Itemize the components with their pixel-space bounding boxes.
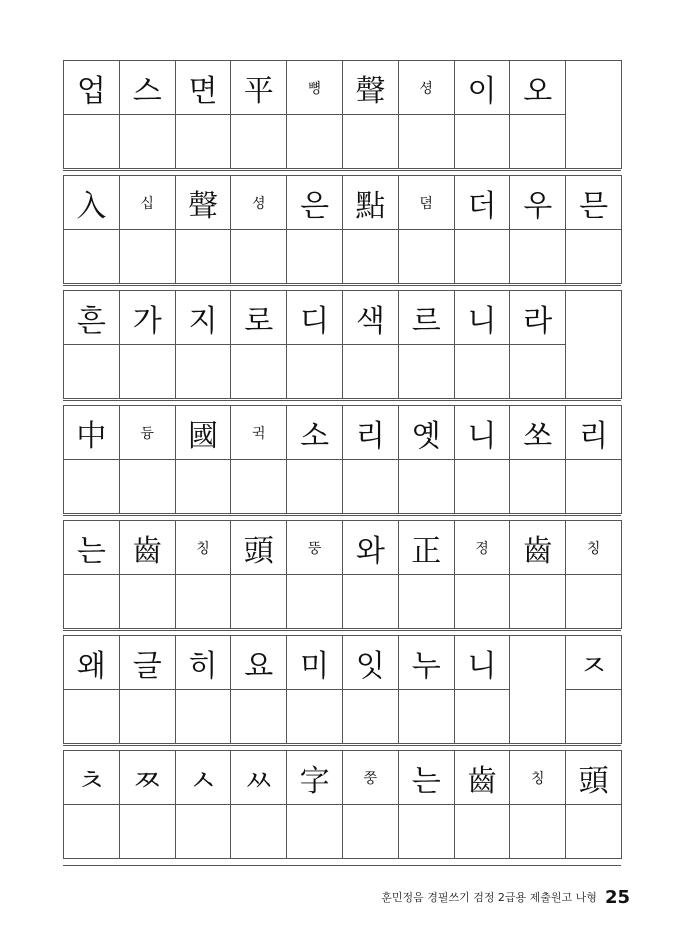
sample-cell bbox=[175, 175, 232, 230]
practice-cell[interactable] bbox=[454, 689, 511, 744]
sample-cell bbox=[286, 635, 343, 690]
sample-character: ㅆ bbox=[244, 763, 274, 799]
sample-character: 미 bbox=[300, 648, 330, 684]
sample-cell bbox=[286, 290, 343, 345]
sample-character: 칭 bbox=[586, 540, 601, 557]
sample-cell bbox=[342, 635, 399, 690]
sample-cell bbox=[230, 405, 287, 460]
sample-cell bbox=[175, 635, 232, 690]
practice-cell[interactable] bbox=[119, 344, 176, 399]
sample-cell bbox=[175, 290, 232, 345]
sample-cell bbox=[342, 290, 399, 345]
sample-cell bbox=[286, 520, 343, 575]
practice-cell[interactable] bbox=[398, 229, 455, 284]
sample-character: 와 bbox=[355, 533, 385, 569]
sample-character: 요 bbox=[244, 648, 274, 684]
practice-cell[interactable] bbox=[398, 574, 455, 629]
sample-character: 히 bbox=[188, 648, 218, 684]
sample-character: 우 bbox=[523, 188, 553, 224]
sample-cell bbox=[565, 60, 622, 115]
sample-cell bbox=[509, 60, 566, 115]
sample-character: 오 bbox=[523, 73, 553, 109]
practice-cell[interactable] bbox=[63, 804, 120, 859]
sample-cell bbox=[286, 60, 343, 115]
sample-cell bbox=[286, 405, 343, 460]
grid-block bbox=[63, 635, 621, 743]
practice-cell[interactable] bbox=[342, 574, 399, 629]
sample-cell bbox=[230, 520, 287, 575]
sample-character: 니 bbox=[467, 303, 497, 339]
practice-cell[interactable] bbox=[509, 689, 566, 744]
sample-cell bbox=[63, 405, 120, 460]
sample-character: 頭 bbox=[578, 763, 609, 799]
sample-cell bbox=[342, 405, 399, 460]
footer-title: 훈민정음 경필쓰기 검정 2급용 제출원고 나형 bbox=[381, 891, 597, 904]
sample-cell bbox=[398, 60, 455, 115]
sample-cell bbox=[565, 290, 622, 345]
sample-character: ㅊ bbox=[76, 763, 106, 799]
sample-cell bbox=[454, 520, 511, 575]
practice-cell[interactable] bbox=[119, 574, 176, 629]
sample-character: 디 bbox=[300, 303, 330, 339]
sample-cell bbox=[63, 60, 120, 115]
practice-cell[interactable] bbox=[342, 229, 399, 284]
sample-character: 點 bbox=[355, 188, 386, 224]
practice-cell[interactable] bbox=[286, 229, 343, 284]
sample-character: 聲 bbox=[187, 188, 218, 224]
sample-character: 正 bbox=[411, 533, 442, 569]
sample-cell bbox=[119, 175, 176, 230]
sample-cell bbox=[398, 175, 455, 230]
sample-cell bbox=[565, 405, 622, 460]
sample-character: 색 bbox=[355, 303, 385, 339]
sample-cell bbox=[119, 405, 176, 460]
sample-cell bbox=[565, 175, 622, 230]
sample-cell bbox=[119, 520, 176, 575]
sample-character: 듕 bbox=[140, 425, 154, 442]
sample-character: 齒 bbox=[522, 533, 553, 569]
sample-character: 셩 bbox=[419, 80, 433, 97]
practice-cell[interactable] bbox=[509, 344, 566, 399]
sample-character: ㅅ bbox=[188, 763, 218, 799]
practice-cell[interactable] bbox=[175, 459, 232, 514]
practice-cell[interactable] bbox=[454, 114, 511, 169]
practice-cell[interactable] bbox=[565, 689, 622, 744]
sample-cell bbox=[509, 175, 566, 230]
bottom-border bbox=[63, 865, 621, 866]
practice-cell[interactable] bbox=[230, 574, 287, 629]
sample-character: 平 bbox=[243, 73, 274, 109]
sample-cell bbox=[342, 520, 399, 575]
practice-cell[interactable] bbox=[454, 574, 511, 629]
sample-cell bbox=[119, 635, 176, 690]
sample-character: 入 bbox=[76, 188, 107, 224]
block-separator bbox=[63, 630, 621, 631]
sample-character: 왜 bbox=[76, 648, 106, 684]
practice-cell[interactable] bbox=[175, 229, 232, 284]
sample-cell bbox=[398, 290, 455, 345]
sample-character: 흔 bbox=[76, 303, 106, 339]
sample-cell bbox=[175, 60, 232, 115]
practice-cell[interactable] bbox=[342, 344, 399, 399]
practice-cell[interactable] bbox=[565, 344, 622, 399]
sample-character: 國 bbox=[187, 418, 218, 454]
practice-cell[interactable] bbox=[398, 114, 455, 169]
practice-cell[interactable] bbox=[342, 689, 399, 744]
sample-cell bbox=[509, 750, 566, 805]
practice-cell[interactable] bbox=[286, 459, 343, 514]
sample-character: ㅉ bbox=[132, 763, 162, 799]
practice-cell[interactable] bbox=[454, 229, 511, 284]
block-separator bbox=[63, 170, 621, 171]
practice-cell[interactable] bbox=[286, 689, 343, 744]
sample-character: 잇 bbox=[355, 648, 385, 684]
grid-block bbox=[63, 175, 621, 283]
sample-cell bbox=[565, 520, 622, 575]
sample-character: 르 bbox=[411, 303, 441, 339]
practice-cell[interactable] bbox=[175, 689, 232, 744]
sample-cell bbox=[398, 750, 455, 805]
sample-character: 십 bbox=[140, 195, 154, 212]
sample-cell bbox=[454, 290, 511, 345]
page-number: 25 bbox=[604, 886, 630, 908]
sample-character: 가 bbox=[132, 303, 162, 339]
sample-character: 스 bbox=[132, 73, 162, 109]
sample-character: 齒 bbox=[132, 533, 163, 569]
practice-cell[interactable] bbox=[454, 344, 511, 399]
sample-cell bbox=[565, 635, 622, 690]
practice-cell[interactable] bbox=[342, 114, 399, 169]
practice-cell[interactable] bbox=[63, 114, 120, 169]
grid-block bbox=[63, 60, 621, 168]
practice-cell[interactable] bbox=[565, 459, 622, 514]
sample-cell bbox=[509, 290, 566, 345]
sample-cell bbox=[342, 60, 399, 115]
practice-cell[interactable] bbox=[509, 804, 566, 859]
practice-cell[interactable] bbox=[230, 114, 287, 169]
sample-character: 뼝 bbox=[307, 80, 322, 97]
sample-cell bbox=[454, 175, 511, 230]
sample-character: 로 bbox=[244, 303, 274, 339]
sample-cell bbox=[230, 750, 287, 805]
practice-cell[interactable] bbox=[565, 229, 622, 284]
practice-cell[interactable] bbox=[398, 344, 455, 399]
sample-cell bbox=[175, 750, 232, 805]
sample-character: 옛 bbox=[411, 418, 441, 454]
sample-cell bbox=[342, 175, 399, 230]
sample-cell bbox=[342, 750, 399, 805]
sample-character: 셩 bbox=[252, 195, 266, 212]
sample-cell bbox=[509, 520, 566, 575]
sample-cell bbox=[398, 635, 455, 690]
sample-cell bbox=[398, 520, 455, 575]
practice-cell[interactable] bbox=[286, 344, 343, 399]
sample-cell bbox=[119, 290, 176, 345]
practice-cell[interactable] bbox=[398, 804, 455, 859]
grid-block bbox=[63, 520, 621, 628]
block-separator bbox=[63, 400, 621, 401]
practice-cell[interactable] bbox=[454, 804, 511, 859]
sample-character: ㅈ bbox=[579, 648, 609, 684]
sample-character: 니 bbox=[467, 648, 497, 684]
sample-character: 리 bbox=[355, 418, 385, 454]
sample-character: 누 bbox=[411, 648, 441, 684]
sample-cell bbox=[454, 635, 511, 690]
practice-cell[interactable] bbox=[175, 344, 232, 399]
grid-block bbox=[63, 290, 621, 398]
sample-cell bbox=[63, 175, 120, 230]
sample-cell bbox=[398, 405, 455, 460]
practice-cell[interactable] bbox=[342, 804, 399, 859]
sample-character: 中 bbox=[76, 418, 107, 454]
practice-cell[interactable] bbox=[509, 229, 566, 284]
writing-grid bbox=[63, 60, 621, 864]
sample-cell bbox=[454, 750, 511, 805]
sample-cell bbox=[509, 405, 566, 460]
block-separator bbox=[63, 515, 621, 516]
practice-cell[interactable] bbox=[342, 459, 399, 514]
practice-cell[interactable] bbox=[119, 114, 176, 169]
sample-character: 齒 bbox=[466, 763, 497, 799]
sample-cell bbox=[230, 175, 287, 230]
sample-character: 쏘 bbox=[523, 418, 553, 454]
sample-cell bbox=[119, 60, 176, 115]
sample-character: 이 bbox=[467, 73, 497, 109]
practice-cell[interactable] bbox=[509, 574, 566, 629]
grid-block bbox=[63, 405, 621, 513]
sample-character: 뎜 bbox=[419, 195, 433, 212]
sample-character: 귁 bbox=[252, 425, 266, 442]
practice-cell[interactable] bbox=[119, 459, 176, 514]
practice-cell[interactable] bbox=[119, 229, 176, 284]
sample-cell bbox=[63, 520, 120, 575]
sample-cell bbox=[286, 750, 343, 805]
sample-character: 면 bbox=[188, 73, 218, 109]
sample-character: 라 bbox=[523, 303, 553, 339]
block-separator bbox=[63, 745, 621, 746]
practice-cell[interactable] bbox=[119, 804, 176, 859]
sample-character: 리 bbox=[579, 418, 609, 454]
practice-cell[interactable] bbox=[454, 459, 511, 514]
practice-cell[interactable] bbox=[509, 459, 566, 514]
sample-character: 聲 bbox=[355, 73, 386, 109]
sample-cell bbox=[230, 290, 287, 345]
practice-cell[interactable] bbox=[63, 344, 120, 399]
sample-cell bbox=[63, 750, 120, 805]
practice-cell[interactable] bbox=[286, 804, 343, 859]
sample-character: 지 bbox=[188, 303, 218, 339]
practice-cell[interactable] bbox=[63, 229, 120, 284]
sample-character: 소 bbox=[300, 418, 330, 454]
sample-cell bbox=[454, 405, 511, 460]
sample-cell bbox=[119, 750, 176, 805]
sample-character: 니 bbox=[467, 418, 497, 454]
practice-cell[interactable] bbox=[565, 574, 622, 629]
grid-block bbox=[63, 750, 621, 858]
practice-cell[interactable] bbox=[286, 574, 343, 629]
practice-cell[interactable] bbox=[565, 804, 622, 859]
sample-character: 는 bbox=[411, 763, 441, 799]
practice-cell[interactable] bbox=[286, 114, 343, 169]
sample-cell bbox=[509, 635, 566, 690]
sample-cell bbox=[175, 520, 232, 575]
practice-cell[interactable] bbox=[63, 574, 120, 629]
sample-character: 頭 bbox=[243, 533, 274, 569]
sample-character: 는 bbox=[76, 533, 106, 569]
practice-cell[interactable] bbox=[398, 689, 455, 744]
sample-cell bbox=[454, 60, 511, 115]
sample-character: 칭 bbox=[196, 540, 210, 557]
practice-cell[interactable] bbox=[119, 689, 176, 744]
sample-cell bbox=[230, 635, 287, 690]
practice-cell[interactable] bbox=[230, 459, 287, 514]
sample-character: 글 bbox=[132, 648, 162, 684]
page-footer bbox=[381, 886, 630, 908]
practice-cell[interactable] bbox=[175, 114, 232, 169]
sample-character: 은 bbox=[300, 188, 330, 224]
sample-character: 칭 bbox=[531, 770, 545, 787]
sample-cell bbox=[63, 635, 120, 690]
sample-cell bbox=[63, 290, 120, 345]
sample-character: 믄 bbox=[579, 188, 609, 224]
sample-cell bbox=[286, 175, 343, 230]
practice-cell[interactable] bbox=[230, 689, 287, 744]
practice-cell[interactable] bbox=[230, 229, 287, 284]
sample-character: 뚱 bbox=[307, 540, 322, 557]
sample-character: 쭝 bbox=[363, 770, 378, 787]
sample-character: 더 bbox=[467, 188, 497, 224]
practice-cell[interactable] bbox=[230, 344, 287, 399]
practice-cell[interactable] bbox=[63, 459, 120, 514]
practice-cell[interactable] bbox=[63, 689, 120, 744]
sample-cell bbox=[175, 405, 232, 460]
practice-cell[interactable] bbox=[565, 114, 622, 169]
practice-cell[interactable] bbox=[175, 574, 232, 629]
practice-cell[interactable] bbox=[230, 804, 287, 859]
sample-character: 字 bbox=[299, 763, 330, 799]
sample-cell bbox=[230, 60, 287, 115]
sample-character: 졍 bbox=[475, 540, 489, 557]
practice-cell[interactable] bbox=[175, 804, 232, 859]
sample-character: 업 bbox=[76, 73, 106, 109]
sample-cell bbox=[565, 750, 622, 805]
practice-cell[interactable] bbox=[398, 459, 455, 514]
practice-cell[interactable] bbox=[509, 114, 566, 169]
block-separator bbox=[63, 285, 621, 286]
